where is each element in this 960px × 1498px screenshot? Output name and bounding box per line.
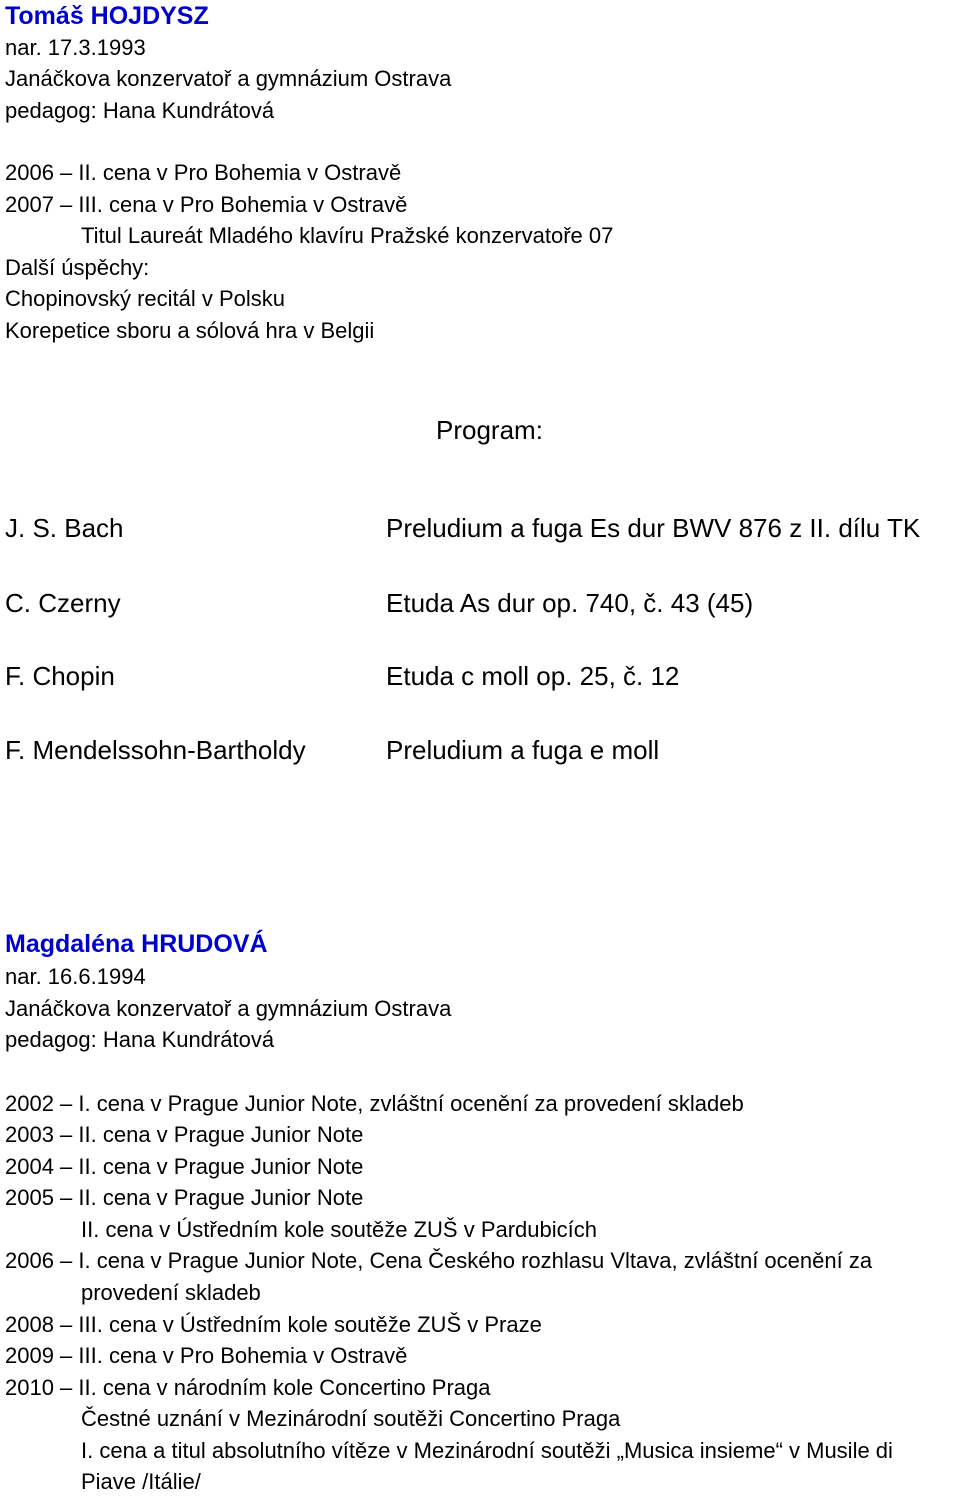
program-composer: C. Czerny	[5, 588, 121, 618]
program-piece: Etuda c moll op. 25, č. 12	[386, 661, 680, 691]
teacher: pedagog: Hana Kundrátová	[5, 98, 275, 123]
program-piece: Etuda As dur op. 740, č. 43 (45)	[386, 588, 754, 618]
program-composer: F. Chopin	[5, 661, 115, 691]
award-line: 2010 – II. cena v národním kole Concertino Praga	[5, 1375, 491, 1400]
birth-date: nar. 16.6.1994	[5, 964, 146, 989]
school: Janáčkova konzervatoř a gymnázium Ostrava	[5, 66, 452, 91]
teacher: pedagog: Hana Kundrátová	[5, 1027, 275, 1052]
award-line: provedení skladeb	[81, 1280, 261, 1305]
award-line: 2007 – III. cena v Pro Bohemia v Ostravě	[5, 192, 408, 217]
award-line: I. cena a titul absolutního vítěze v Mezinárodní soutěži „Musica insieme“ v Musile di	[81, 1438, 893, 1463]
award-line: II. cena v Ústředním kole soutěže ZUŠ v Pardubicích	[81, 1217, 598, 1242]
program-piece: Preludium a fuga e moll	[386, 735, 660, 765]
award-line: 2004 – II. cena v Prague Junior Note	[5, 1154, 364, 1179]
program-piece: Preludium a fuga Es dur BWV 876 z II. dílu TK	[386, 513, 921, 543]
award-line: 2002 – I. cena v Prague Junior Note, zvláštní ocenění za provedení skladeb	[5, 1091, 744, 1116]
award-line: 2006 – I. cena v Prague Junior Note, Cena Českého rozhlasu Vltava, zvláštní ocenění za	[5, 1248, 873, 1273]
birth-date: nar. 17.3.1993	[5, 35, 146, 60]
award-line: Piave /Itálie/	[81, 1469, 201, 1494]
award-line: Korepetice sboru a sólová hra v Belgii	[5, 318, 375, 343]
award-line: 2003 – II. cena v Prague Junior Note	[5, 1122, 364, 1147]
program-heading: Program:	[436, 415, 543, 445]
award-line: 2008 – III. cena v Ústředním kole soutěže ZUŠ v Praze	[5, 1312, 542, 1337]
award-line: Chopinovský recitál v Polsku	[5, 286, 286, 311]
award-line: Čestné uznání v Mezinárodní soutěži Concertino Praga	[81, 1406, 621, 1431]
performer-name: Tomáš HOJDYSZ	[5, 2, 209, 30]
program-composer: F. Mendelssohn-Bartholdy	[5, 735, 306, 765]
performer-name: Magdaléna HRUDOVÁ	[5, 930, 268, 958]
program-composer: J. S. Bach	[5, 513, 124, 543]
school: Janáčkova konzervatoř a gymnázium Ostrava	[5, 996, 452, 1021]
award-line: Titul Laureát Mladého klavíru Pražské konzervatoře 07	[81, 223, 614, 248]
award-line: 2006 – II. cena v Pro Bohemia v Ostravě	[5, 160, 402, 185]
award-line: Další úspěchy:	[5, 255, 150, 280]
award-line: 2009 – III. cena v Pro Bohemia v Ostravě	[5, 1343, 408, 1368]
award-line: 2005 – II. cena v Prague Junior Note	[5, 1185, 364, 1210]
